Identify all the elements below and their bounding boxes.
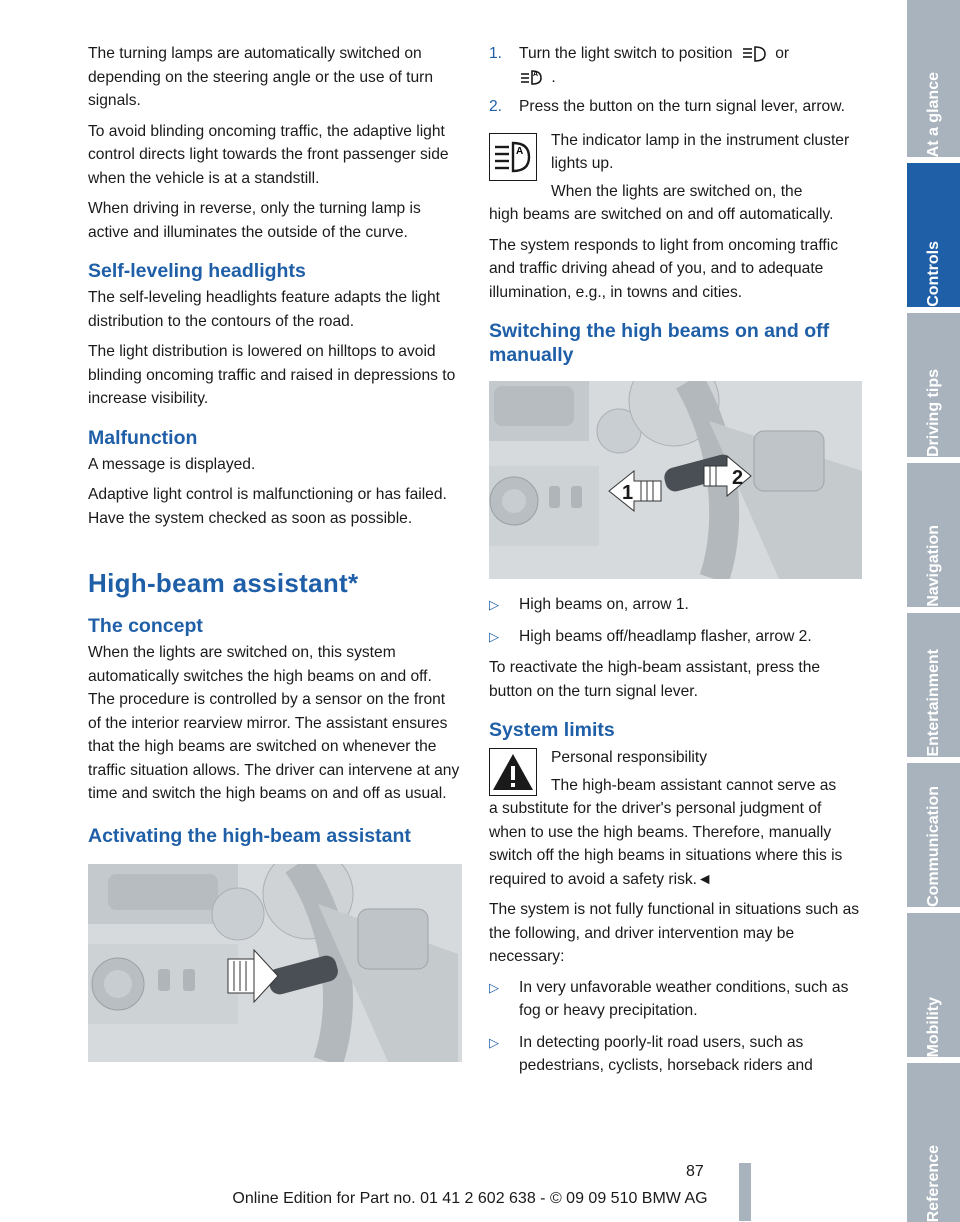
list-item (489, 1031, 862, 1078)
paragraph: Adaptive light control is malfunctioning or has failed. Have the system checked as soon as possible. (88, 486, 447, 527)
tab-controls[interactable] (907, 163, 960, 307)
footer (0, 1190, 960, 1208)
step-1 (489, 42, 862, 89)
indicator-note (489, 129, 862, 204)
dashboard-illustration (489, 381, 862, 579)
right-column (489, 42, 862, 1086)
page-number: 87 (686, 1163, 704, 1180)
step-2 (489, 95, 862, 119)
bullet-triangle-icon: ▷ (489, 979, 499, 995)
high-beam-indicator-icon (489, 133, 537, 181)
paragraph: The turning lamps are automatically switched on depending on the steering angle or the use of turn signals. (88, 45, 434, 109)
tab-label: Navigation (924, 525, 942, 607)
heading-high-beam-assistant: High-beam assistant* (88, 568, 359, 598)
svg-text:A: A (533, 71, 539, 79)
warning-triangle-icon (489, 748, 537, 796)
steering-lever-figure-manual (489, 381, 862, 579)
svg-text:A: A (516, 145, 524, 157)
list-item-text: In very unfavorable weather conditions, such as fog or heavy precipitation. (519, 978, 849, 1019)
heading-manual: Switching the high beams on and off manually (489, 320, 830, 366)
list-item (489, 625, 862, 649)
arrow-2-label: 2 (732, 467, 744, 489)
step-text: . (551, 68, 556, 86)
step-number: 2. (489, 98, 503, 115)
chapter-sidebar (903, 0, 960, 1222)
step-number: 1. (489, 45, 503, 62)
paragraph: When the lights are switched on, this system automatically switches the high beams on and off. The procedure is controlled by a sensor on the front of the interior rearview mirror. The assistant ensures that the high beams are switched on whenever the traffic situation allows. The driver can intervene at any time and switch the high beams on and off as usual. (88, 644, 460, 802)
steering-lever-figure-activate (88, 864, 462, 1062)
tab-label: Driving tips (924, 368, 942, 457)
paragraph: To reactivate the high-beam assistant, press the button on the turn signal lever. (489, 659, 821, 700)
list-item (489, 976, 862, 1023)
list-item-text: High beams off/headlamp flasher, arrow 2. (519, 627, 812, 645)
bullet-triangle-icon: ▷ (489, 597, 499, 612)
bullet-triangle-icon: ▷ (489, 628, 499, 644)
tab-navigation[interactable] (907, 463, 960, 607)
left-column (88, 42, 462, 1072)
tab-label: Communication (924, 786, 942, 907)
tab-label: Entertainment (924, 649, 942, 757)
step-text: or (775, 45, 790, 62)
tab-label: Mobility (924, 996, 942, 1057)
tab-at-a-glance[interactable] (907, 0, 960, 157)
tab-mobility[interactable] (907, 913, 960, 1057)
paragraph: The indicator lamp in the instrument cluster lights up. (551, 131, 850, 172)
warning-note (489, 746, 862, 797)
tab-label: At a glance (924, 71, 942, 157)
step-text: Turn the light switch to position (519, 45, 733, 62)
paragraph: a substitute for the driver's personal judgment of when to use the high beams. Therefore, manually switch off the high beams in situations where this is required to avoid a safety risk.◄ (489, 800, 843, 888)
paragraph: The system is not fully functional in situations such as the following, and driver intervention may be necessary: (489, 901, 860, 965)
paragraph: high beams are switched on and off automatically. (489, 206, 834, 223)
high-beam-icon (741, 45, 767, 63)
heading-malfunction: Malfunction (88, 426, 198, 449)
tab-entertainment[interactable] (907, 613, 960, 757)
warning-title: Personal responsibility (551, 749, 708, 766)
paragraph: When the lights are switched on, the (551, 182, 803, 200)
tab-label: Reference (924, 1144, 942, 1222)
auto-headlight-icon (519, 68, 543, 86)
paragraph: A message is displayed. (88, 455, 256, 473)
bullet-triangle-icon: ▷ (489, 1034, 499, 1050)
heading-activating: Activating the high-beam assistant (88, 824, 411, 847)
paragraph: When driving in reverse, only the turning lamp is active and illuminates the outside of the curve. (88, 200, 421, 241)
heading-concept: The concept (88, 615, 203, 637)
paragraph: To avoid blinding oncoming traffic, the adaptive light control directs light towards the front passenger side when the vehicle is at a standstill. (88, 122, 449, 187)
list-item-text: High beams on, arrow 1. (519, 596, 689, 613)
step-text: Press the button on the turn signal lever, arrow. (519, 98, 845, 115)
list-item-text: In detecting poorly-lit road users, such as pedestrians, cyclists, horseback riders and (519, 1033, 813, 1074)
arrow-1-label: 1 (622, 482, 634, 504)
tab-driving-tips[interactable] (907, 313, 960, 457)
heading-self-leveling: Self-leveling headlights (88, 260, 306, 282)
paragraph: The system responds to light from oncoming traffic and traffic driving ahead of you, and to adequate illumination, e.g., in towns and cities. (489, 236, 838, 301)
tab-communication[interactable] (907, 763, 960, 907)
paragraph: The high-beam assistant cannot serve as (551, 776, 837, 794)
paragraph: The self-leveling headlights feature adapts the light distribution to the contours of the road. (88, 289, 440, 330)
paragraph: The light distribution is lowered on hilltops to avoid blinding oncoming traffic and raised in depressions to increase visibility. (88, 343, 456, 407)
list-item (489, 593, 862, 617)
dashboard-illustration (88, 864, 462, 1062)
tab-label: Controls (924, 241, 942, 307)
edition-text: Online Edition for Part no. 01 41 2 602 638 - © 09 09 510 BMW AG (232, 1190, 708, 1207)
heading-system-limits: System limits (489, 719, 615, 741)
